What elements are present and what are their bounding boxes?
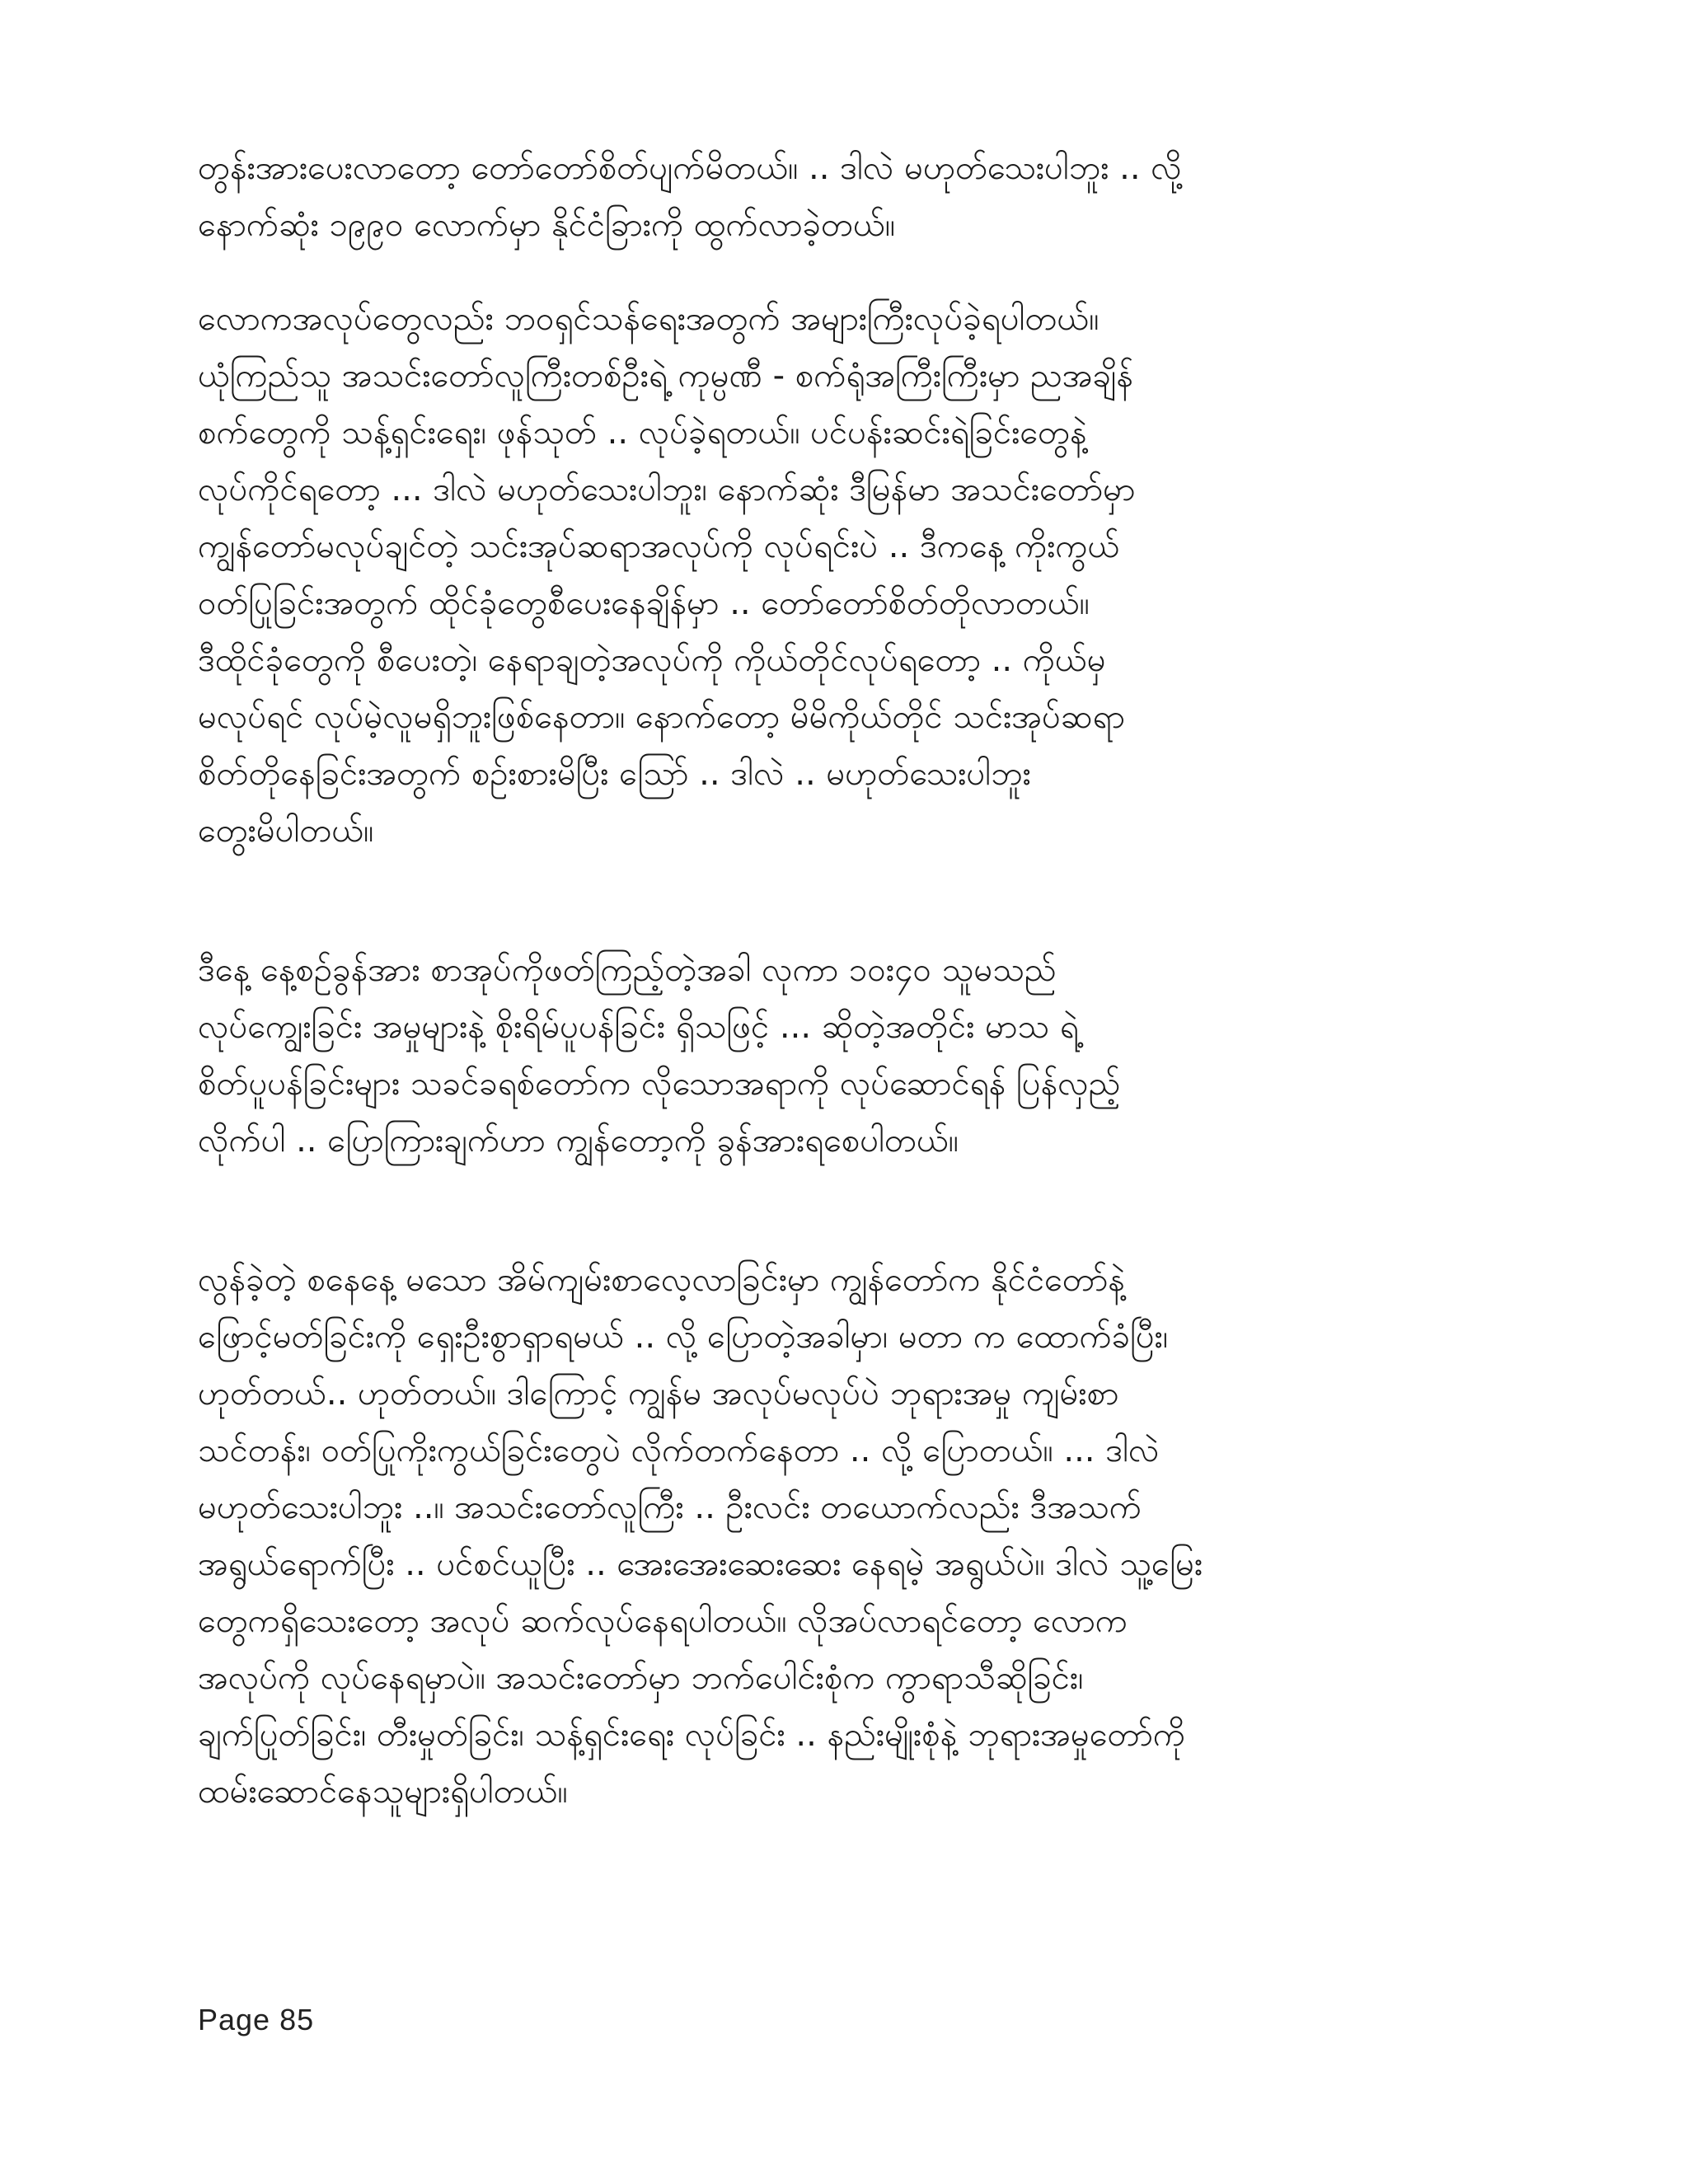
paragraph-4: လွန်ခဲ့တဲ့ စနေနေ့ မသော အိမ်ကျမ်းစာလေ့လာခြင်းမှာ ကျွန်တော်က နိုင်ငံတော်နဲ့ ဖြောင့်မတ်ခြင်းကို ရှေးဦးစွာရှာရမယ် .. လို့ ပြောတဲ့အခါမှာ၊ မတာ က ထောက်ခံပြီး၊ ဟုတ်တယ်.. ဟုတ်တယ်။ ဒါကြောင့် ကျွန်မ အလုပ်မလုပ်ပဲ ဘုရားအမှု ကျမ်းစာ သင်တန်း၊ ဝတ်ပြုကိုးကွယ်ခြင်းတွေပဲ လိုက်တက်နေတာ .. လို့ ပြောတယ်။ ... ဒါလဲ မဟုတ်သေးပါဘူး ..။ အသင်းတော်လူကြီး .. ဦးလင်း တယောက်လည်း ဒီအသက် အရွယ်ရောက်ပြီး .. ပင်စင်ယူပြီး .. အေးအေးဆေးဆေး နေရမဲ့ အရွယ်ပဲ။ ဒါလဲ သူ့မြေး တွေကရှိသေးတော့ အလုပ် ဆက်လုပ်နေရပါတယ်။ လိုအပ်လာရင်တော့ လောက အလုပ်ကို လုပ်နေရမှာပဲ။ အသင်းတော်မှာ ဘက်ပေါင်းစုံက ကွာရာသီဆိုခြင်း၊ ချက်ပြုတ်ခြင်း၊ တီးမှုတ်ခြင်း၊ သန့်ရှင်းရေး လုပ်ခြင်း .. နည်းမျိုးစုံနဲ့ ဘုရားအမှုတော်ကို ထမ်းဆောင်နေသူများရှိပါတယ်။ [198,1261,1203,1811]
body-text [198,140,1467,1821]
page-number: Page 85 [198,2003,315,2036]
paragraph-3: ဒီနေ့ နေ့စဉ်ခွန်အား စာအုပ်ကိုဖတ်ကြည့်တဲ့အခါ လုကာ ၁၀း၄၀ သူမသည် လုပ်ကျွေးခြင်း အမှုများနဲ့ စိုးရိမ်ပူပန်ခြင်း ရှိသဖြင့် ... ဆိုတဲ့အတိုင်း မာသ ရဲ့ စိတ်ပူပန်ခြင်းများ သခင်ခရစ်တော်က လိုသောအရာကို လုပ်ဆောင်ရန် ပြန်လှည့် လိုက်ပါ .. ပြောကြားချက်ဟာ ကျွန်တော့ကို ခွန်အားရစေပါတယ်။ [198,951,1121,1160]
paragraph-2: လောကအလုပ်တွေလည်း ဘဝရှင်သန်ရေးအတွက် အများကြီးလုပ်ခဲ့ရပါတယ်။ ယုံကြည်သူ အသင်းတော်လူကြီးတစ်ဦးရဲ့ ကုမ္ပဏီ - စက်ရုံအကြီးကြီးမှာ ညအချိန် စက်တွေကို သန့်ရှင်းရေး၊ ဖုန်သုတ် .. လုပ်ခဲ့ရတယ်။ ပင်ပန်းဆင်းရဲခြင်းတွေနဲ့ လုပ်ကိုင်ရတော့ ... ဒါလဲ မဟုတ်သေးပါဘူး၊ နောက်ဆုံး ဒီမြန်မာ အသင်းတော်မှာ ကျွန်တော်မလုပ်ချင်တဲ့ သင်းအုပ်ဆရာအလုပ်ကို လုပ်ရင်းပဲ .. ဒီကနေ့ ကိုးကွယ် ဝတ်ပြုခြင်းအတွက် ထိုင်ခုံတွေစီပေးနေချိန်မှာ .. တော်တော်စိတ်တိုလာတယ်။ ဒီထိုင်ခုံတွေကို စီပေးတဲ့၊ နေရာချတဲ့အလုပ်ကို ကိုယ်တိုင်လုပ်ရတော့ .. ကိုယ်မှ မလုပ်ရင် လုပ်မဲ့လူမရှိဘူးဖြစ်နေတာ။ နောက်တော့ မိမိကိုယ်တိုင် သင်းအုပ်ဆရာ စိတ်တိုနေခြင်းအတွက် စဉ်းစားမိပြီး သြော် .. ဒါလဲ .. မဟုတ်သေးပါဘူး တွေးမိပါတယ်။ [198,300,1136,850]
paragraph-1: တွန်းအားပေးလာတော့ တော်တော်စိတ်ပျက်မိတယ်။ .. ဒါလဲ မဟုတ်သေးပါဘူး .. လို့ နောက်ဆုံး ၁၉၉၀ လောက်မှာ နိုင်ငံခြားကို ထွက်လာခဲ့တယ်။ [198,149,1182,244]
